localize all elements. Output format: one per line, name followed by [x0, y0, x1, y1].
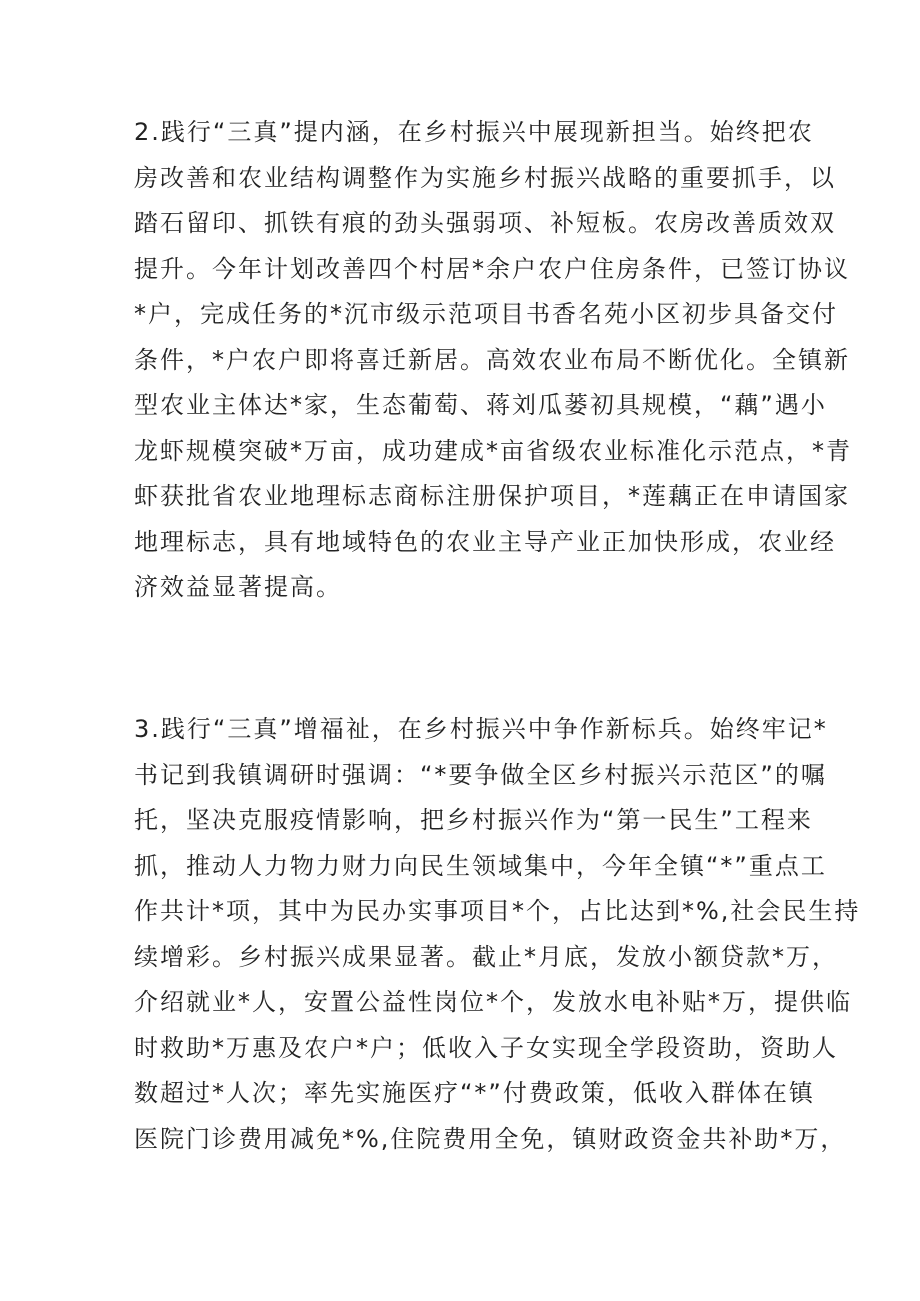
text-line: 续增彩。乡村振兴成果显著。截止*月底，发放小额贷款*万，: [134, 942, 838, 971]
text-line: 提升。今年计划改善四个村居*余户农户住房条件，已签订协议: [134, 254, 850, 283]
text-line: 抓，推动人力物力财力向民生领域集中，今年全镇“*”重点工: [134, 851, 827, 880]
text-line: 踏石留印、抓铁有痕的劲头强弱项、补短板。农房改善质效双: [134, 209, 836, 237]
text-line: 房改善和农业结构调整作为实施乡村振兴战略的重要抓手，以: [134, 163, 836, 192]
text-line: 作共计*项，其中为民办实事项目*个，占比达到*%,社会民生持: [134, 897, 861, 925]
text-line: 虾获批省农业地理标志商标注册保护项目，*莲藕正在申请国家: [134, 482, 850, 510]
text-line: 型农业主体达*家，生态葡萄、蒋刘瓜蒌初具规模，“藕”遇小: [134, 391, 827, 419]
text-line: 济效益显著提高。: [134, 573, 342, 601]
paragraph-section-3: [134, 707, 861, 1162]
text-line: 介绍就业*人，安置公益性岗位*个，发放水电补贴*万，提供临: [134, 988, 852, 1016]
text-line: 时救助*万惠及农户*户；低收入子女实现全学段资助，资助人: [134, 1033, 838, 1062]
text-line: 托，坚决克服疫情影响，把乡村振兴作为“第一民生”工程来: [134, 806, 813, 834]
text-line: 数超过*人次；率先实施医疗“*”付费政策，低收入群体在镇: [134, 1079, 815, 1107]
text-line: 书记到我镇调研时强调：“*要争做全区乡村振兴示范区”的嘱: [134, 760, 827, 789]
text-line: 医院门诊费用减免*%,住院费用全免，镇财政资金共补助*万，: [134, 1124, 847, 1153]
text-line: 条件，*户农户即将喜迁新居。高效农业布局不断优化。全镇新: [134, 345, 850, 374]
paragraph-section-2: [134, 110, 852, 611]
text-line: *户，完成任务的*沉市级示范项目书香名苑小区初步具备交付: [134, 300, 838, 328]
text-line: 龙虾规模突破*万亩，成功建成*亩省级农业标准化示范点，*青: [134, 436, 852, 465]
text-line: 地理标志，具有地域特色的农业主导产业正加快形成，农业经: [134, 527, 836, 556]
text-line: 3.践行“三真”增福祉，在乡村振兴中争作新标兵。始终牢记*: [134, 715, 828, 743]
text-line: 2.践行“三真”提内涵，在乡村振兴中展现新担当。始终把农: [134, 118, 814, 146]
